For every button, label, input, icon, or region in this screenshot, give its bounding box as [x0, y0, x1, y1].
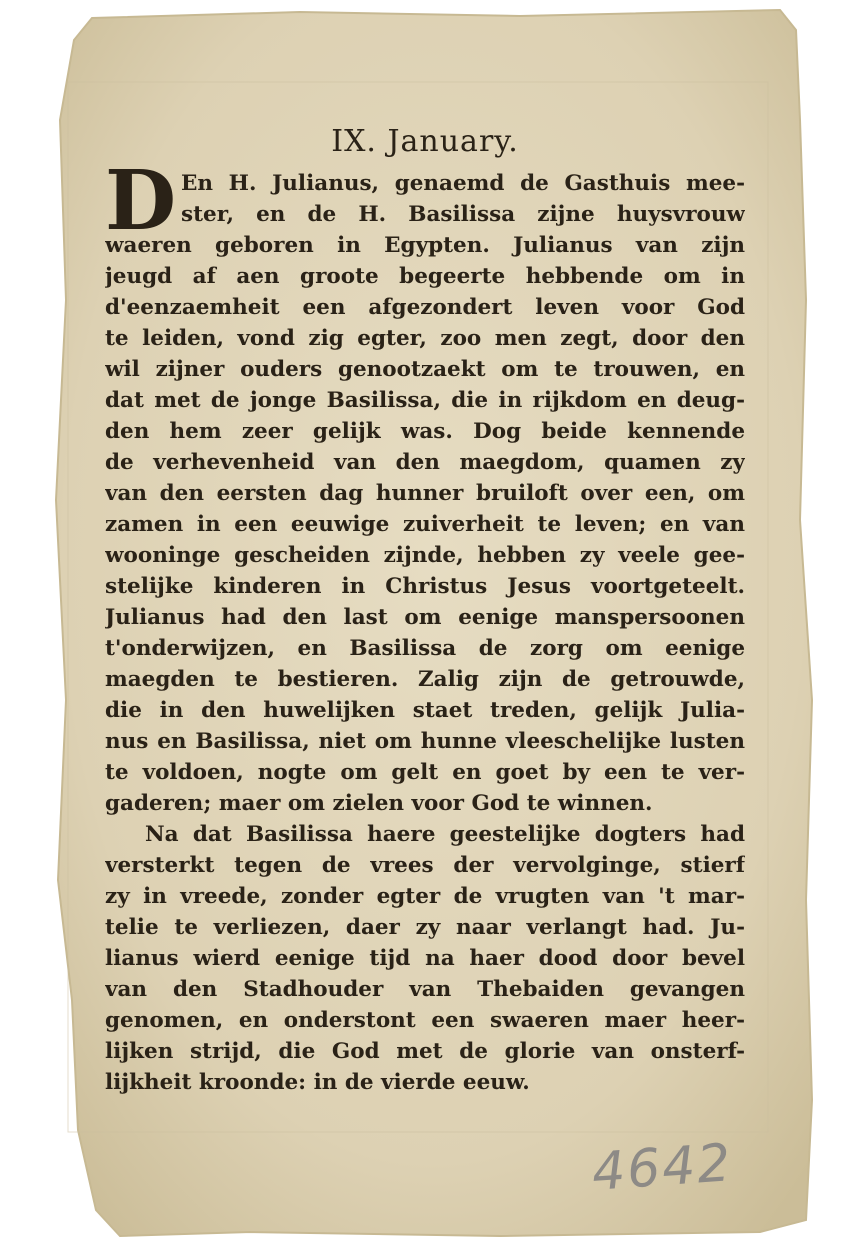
text-line: zy in vreede, zonder egter de vrugten van 't mar-	[105, 884, 745, 909]
text-line: waeren geboren in Egypten. Julianus van zijn	[105, 233, 745, 258]
paragraph-1	[105, 153, 745, 819]
text-line: ster, en de H. Basilissa zijne huysvrouw	[181, 202, 745, 227]
text-line: d'eenzaemheit een afgezondert leven voor God	[105, 295, 745, 320]
text-line: versterkt tegen de vrees der vervolginge, stierf	[105, 853, 745, 878]
text-line: te voldoen, nogte om gelt en goet by een te ver-	[105, 760, 745, 785]
text-block	[105, 120, 745, 1098]
paragraph-2	[105, 819, 745, 1098]
text-line: lijken strijd, die God met de glorie van onsterf-	[105, 1039, 745, 1064]
text-line: dat met de jonge Basilissa, die in rijkdom en deug-	[105, 388, 745, 413]
text-line: Na dat Basilissa haere geestelijke dogters had	[145, 822, 745, 847]
drop-cap-letter: D	[105, 153, 177, 249]
text-line: te leiden, vond zig egter, zoo men zegt, door den	[105, 326, 745, 351]
text-line: t'onderwijzen, en Basilissa de zorg om eenige	[105, 636, 745, 661]
text-line: van den eersten dag hunner bruiloft over een, om	[105, 481, 745, 506]
text-line: telie te verliezen, daer zy naar verlangt had. Ju-	[105, 915, 745, 940]
text-line: wil zijner ouders genootzaekt om te trouwen, en	[105, 357, 745, 382]
text-line: van den Stadhouder van Thebaiden gevangen	[105, 977, 745, 1002]
text-line: lijkheit kroonde: in de vierde eeuw.	[105, 1070, 530, 1095]
text-line: En H. Julianus, genaemd de Gasthuis mee-	[181, 171, 745, 196]
text-line: stelijke kinderen in Christus Jesus voortgeteelt.	[105, 574, 745, 599]
text-line: die in den huwelijken staet treden, gelijk Julia-	[105, 698, 745, 723]
text-line: gaderen; maer om zielen voor God te winnen.	[105, 791, 653, 816]
text-line: den hem zeer gelijk was. Dog beide kennende	[105, 419, 745, 444]
text-line: wooninge gescheiden zijnde, hebben zy veele gee-	[105, 543, 745, 568]
text-line: maegden te bestieren. Zalig zijn de getrouwde,	[105, 667, 745, 692]
text-line: Julianus had den last om eenige manspersoonen	[105, 605, 745, 630]
text-line: jeugd af aen groote begeerte hebbende om in	[105, 264, 745, 289]
page-title: IX. January.	[331, 124, 519, 159]
text-line: zamen in een eeuwige zuiverheit te leven; en van	[105, 512, 745, 537]
text-line: de verhevenheid van den maegdom, quamen zy	[105, 450, 745, 475]
text-line: nus en Basilissa, niet om hunne vleeschelijke lusten	[105, 729, 745, 754]
text-line: lianus wierd eenige tijd na haer dood door bevel	[105, 946, 745, 971]
text-line: genomen, en onderstont een swaeren maer heer-	[105, 1008, 745, 1033]
handwritten-shelfmark: 4642	[590, 1133, 735, 1203]
